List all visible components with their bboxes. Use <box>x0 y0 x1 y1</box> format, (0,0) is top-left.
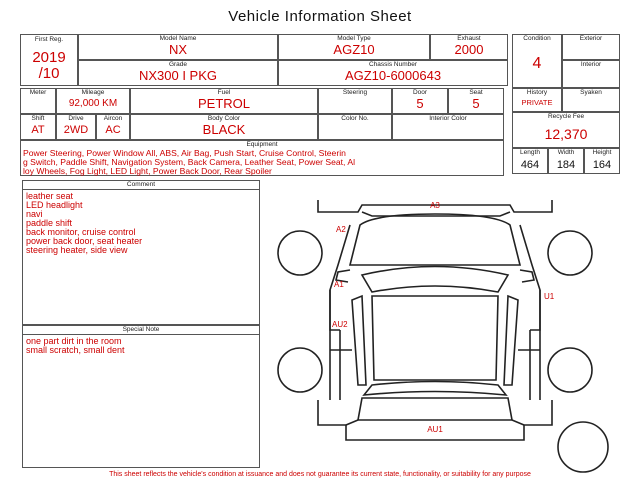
right-doors <box>518 290 540 400</box>
first-reg-year: 2019 <box>32 49 66 66</box>
seat-value: 5 <box>472 96 480 111</box>
recycle-fee-value: 12,370 <box>544 126 588 142</box>
damage-mark-a3: A3 <box>430 201 440 210</box>
aircon-value: AC <box>105 124 121 136</box>
grade-label: Grade <box>168 61 188 68</box>
exterior-label: Exterior <box>579 35 603 42</box>
equipment-line-1: Power Steering, Power Window All, ABS, Air Bag, Push Start, Cruise Control, Steerin <box>23 149 346 158</box>
rear-window-shape <box>364 382 506 396</box>
equipment-label: Equipment <box>246 141 278 148</box>
drive-label: Drive <box>68 115 84 122</box>
height-label: Height <box>592 149 612 156</box>
condition-value: 4 <box>532 55 542 72</box>
door-value: 5 <box>416 96 424 111</box>
shift-label: Shift <box>31 115 45 122</box>
spare-wheel <box>558 422 608 472</box>
damage-mark-au2: AU2 <box>332 320 348 329</box>
door-label: Door <box>412 89 428 96</box>
damage-mark-u1: U1 <box>544 292 555 301</box>
body-color-value: BLACK <box>202 122 246 137</box>
drive-value: 2WD <box>63 124 89 136</box>
chassis-label: Chassis Number <box>368 61 418 68</box>
history-label: History <box>526 89 548 96</box>
model-name-value: NX <box>168 42 188 57</box>
meter-label: Meter <box>29 89 47 96</box>
width-label: Width <box>557 149 575 156</box>
left-doors <box>330 290 352 400</box>
model-type-label: Model Type <box>337 35 371 42</box>
bonnet-shape <box>350 214 520 265</box>
interior-color-label: Interior Color <box>429 115 467 122</box>
right-mirror-shape <box>520 270 534 282</box>
history-value: PRIVATE <box>521 98 553 107</box>
model-name-label: Model Name <box>159 35 197 42</box>
recycle-fee-label: Recycle Fee <box>547 113 585 120</box>
aircon-label: Aircon <box>103 115 123 122</box>
right-side-window <box>504 296 518 385</box>
fuel-label: Fuel <box>217 89 231 96</box>
color-no-label: Color No. <box>341 115 369 122</box>
left-fender-shape <box>330 225 350 330</box>
roof-shape <box>372 296 498 380</box>
shift-value: AT <box>31 124 45 136</box>
length-value: 464 <box>520 159 540 171</box>
wheel-front-left <box>278 231 322 275</box>
equipment-line-2: g Switch, Paddle Shift, Navigation System, Back Camera, Leather Seat, Power Seat, Al <box>23 157 355 167</box>
first-reg-label: First Reg. <box>34 36 64 43</box>
mileage-value: 92,000 KM <box>68 98 118 109</box>
condition-label: Condition <box>523 35 551 42</box>
height-value: 164 <box>592 159 612 171</box>
trunk-shape <box>358 398 512 420</box>
mileage-label: Mileage <box>81 89 105 96</box>
damage-mark-a2: A2 <box>336 225 346 234</box>
seat-label: Seat <box>469 89 483 96</box>
exhaust-value: 2000 <box>454 42 484 57</box>
fuel-value: PETROL <box>197 96 250 111</box>
windshield-shape <box>362 267 508 293</box>
comment-text: leather seat LED headlight navi paddle shift back monitor, cruise control power back door, seat heater steering heater, side view <box>26 191 143 255</box>
left-side-window <box>352 296 366 385</box>
wheel-rear-left <box>278 348 322 392</box>
body-color-label: Body Color <box>207 115 241 122</box>
model-type-value: AGZ10 <box>333 42 375 57</box>
damage-mark-a1: A1 <box>334 280 344 289</box>
first-reg-month: /10 <box>38 65 60 82</box>
equipment-line-3: loy Wheels, Fog Light, LED Light, Power Back Door, Rear Spoiler <box>23 166 272 176</box>
comment-label: Comment <box>23 181 259 190</box>
special-note-label: Special Note <box>23 326 259 335</box>
wheel-front-right <box>548 231 592 275</box>
sheet-title: Vehicle Information Sheet <box>228 8 412 25</box>
steering-label: Steering <box>342 89 368 96</box>
damage-mark-au1: AU1 <box>427 425 443 434</box>
right-fender-shape <box>520 225 540 330</box>
chassis-value: AGZ10-6000643 <box>344 68 442 83</box>
interior-label: Interior <box>580 61 602 68</box>
syaken-label: Syaken <box>580 89 602 96</box>
exhaust-label: Exhaust <box>457 35 481 42</box>
grade-value: NX300 I PKG <box>138 68 218 83</box>
length-label: Length <box>520 149 540 156</box>
wheel-rear-right <box>548 348 592 392</box>
disclaimer-text: This sheet reflects the vehicle's condition at issuance and does not guarantee its current state, functionality, or suitability for any purpose <box>109 471 531 478</box>
width-value: 184 <box>556 159 576 171</box>
special-note-text: one part dirt in the room small scratch, small dent <box>26 336 125 355</box>
